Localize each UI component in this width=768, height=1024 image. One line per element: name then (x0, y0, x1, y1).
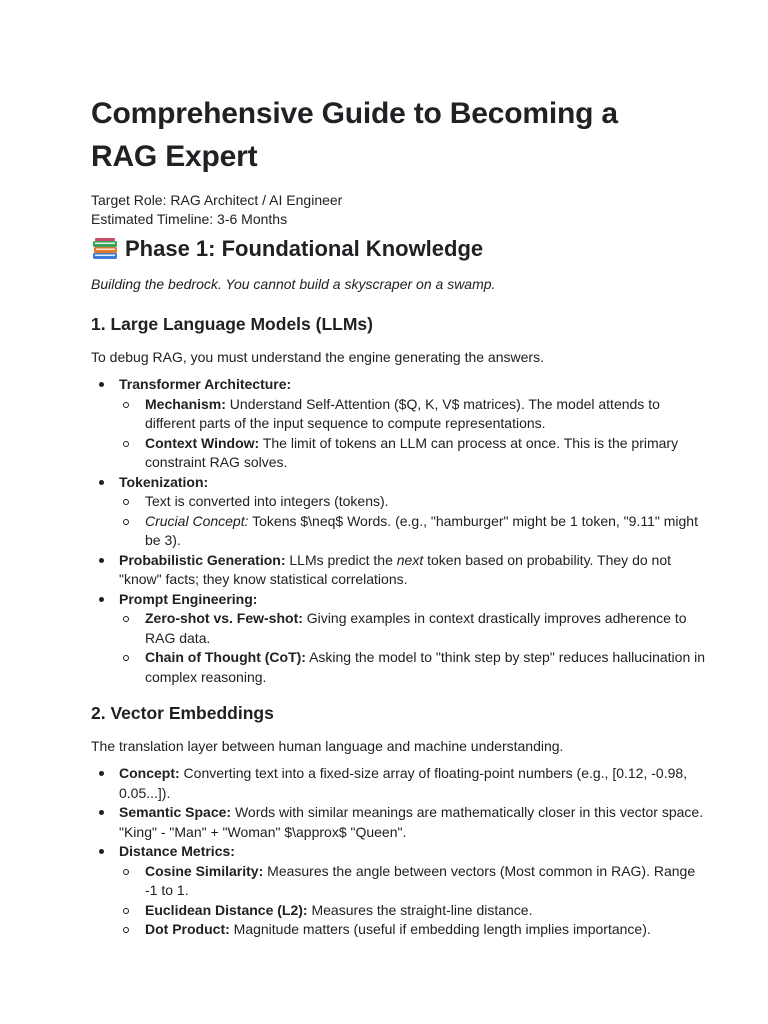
document-meta (91, 191, 708, 229)
item-label: Mechanism: (145, 395, 226, 412)
item-text: Understand Self-Attention ($Q, K, V$ matrices). The model attends to different parts of the input sequence to compute representations. (145, 395, 660, 431)
list-item (91, 375, 708, 473)
list-item (119, 609, 708, 648)
item-text: Magnitude matters (useful if embedding length implies importance). (229, 921, 651, 937)
item-text: Converting text into a fixed-size array of floating-point numbers (e.g., [0.12, -0.98, 0.05...]). (119, 765, 688, 801)
item-text: token based on probability. They do not "know" facts; they know statistical correlations. (119, 551, 671, 587)
item-label: Concept: (119, 765, 180, 781)
list-item (119, 648, 708, 687)
list-item (119, 901, 708, 921)
section-intro-embeddings: The translation layer between human language and machine understanding. (91, 738, 564, 754)
item-label: Euclidean Distance (L2): (145, 901, 308, 918)
target-role: Target Role: RAG Architect / AI Engineer (91, 192, 343, 208)
list-item (119, 920, 708, 940)
list-item (91, 803, 708, 842)
item-label: Transformer Architecture: (119, 376, 292, 392)
list-item (119, 434, 708, 473)
item-text: Measures the angle between vectors (Most common in RAG). Range -1 to 1. (145, 862, 696, 898)
item-text: Measures the straight-line distance. (307, 901, 533, 918)
phase-heading (91, 234, 708, 264)
sub-list (119, 862, 708, 940)
item-label: Probabilistic Generation: (119, 551, 286, 568)
phase-subtitle: Building the bedrock. You cannot build a skyscraper on a swamp. (91, 276, 496, 292)
section-heading-embeddings: 2. Vector Embeddings (91, 703, 274, 723)
list-item (91, 842, 708, 940)
item-emphasis: next (396, 551, 424, 568)
sub-list (119, 609, 708, 687)
section-heading-llms: 1. Large Language Models (LLMs) (91, 314, 373, 334)
section-intro-llms: To debug RAG, you must understand the engine generating the answers. (91, 349, 544, 365)
phase-title: Phase 1: Foundational Knowledge (125, 236, 484, 261)
document-title: Comprehensive Guide to Becoming a RAG Expert (91, 97, 618, 173)
sub-list (119, 395, 708, 473)
list-item (91, 764, 708, 803)
item-label: Zero-shot vs. Few-shot: (145, 610, 303, 626)
list-item (91, 551, 708, 590)
list-item (119, 395, 708, 434)
list-item (119, 512, 708, 551)
list-item (91, 473, 708, 551)
item-text: Text is converted into integers (tokens). (145, 493, 389, 509)
list-item (119, 492, 708, 512)
item-label: Cosine Similarity: (145, 862, 264, 879)
list-item (119, 862, 708, 901)
item-label: Dot Product: (145, 921, 230, 937)
embedding-topic-list (91, 764, 708, 940)
item-label: Tokenization: (119, 473, 209, 490)
estimated-timeline: Estimated Timeline: 3-6 Months (91, 211, 288, 227)
item-text: LLMs predict the (285, 551, 397, 568)
llm-topic-list (91, 375, 708, 687)
item-text: Tokens $\neq$ Words. (e.g., "hamburger" might be 1 token, "9.11" might be 3). (145, 512, 698, 548)
item-label: Distance Metrics: (119, 843, 235, 859)
books-icon (91, 237, 119, 261)
sub-list (119, 492, 708, 551)
item-text: Asking the model to "think step by step" reduces hallucination in complex reasoning. (145, 649, 706, 685)
item-label: Context Window: (145, 434, 260, 451)
item-text: Giving examples in context drastically improves adherence to RAG data. (145, 610, 687, 646)
item-label: Prompt Engineering: (119, 590, 258, 607)
list-item (91, 590, 708, 688)
item-label: Semantic Space: (119, 804, 232, 820)
item-text: The limit of tokens an LLM can process at once. This is the primary constraint RAG solves. (145, 434, 679, 470)
item-text: Words with similar meanings are mathematically closer in this vector space. "King" - "Man" + "Woman" $\approx$ "Queen". (119, 804, 704, 840)
item-label: Crucial Concept: (145, 512, 249, 529)
item-label: Chain of Thought (CoT): (145, 649, 306, 665)
